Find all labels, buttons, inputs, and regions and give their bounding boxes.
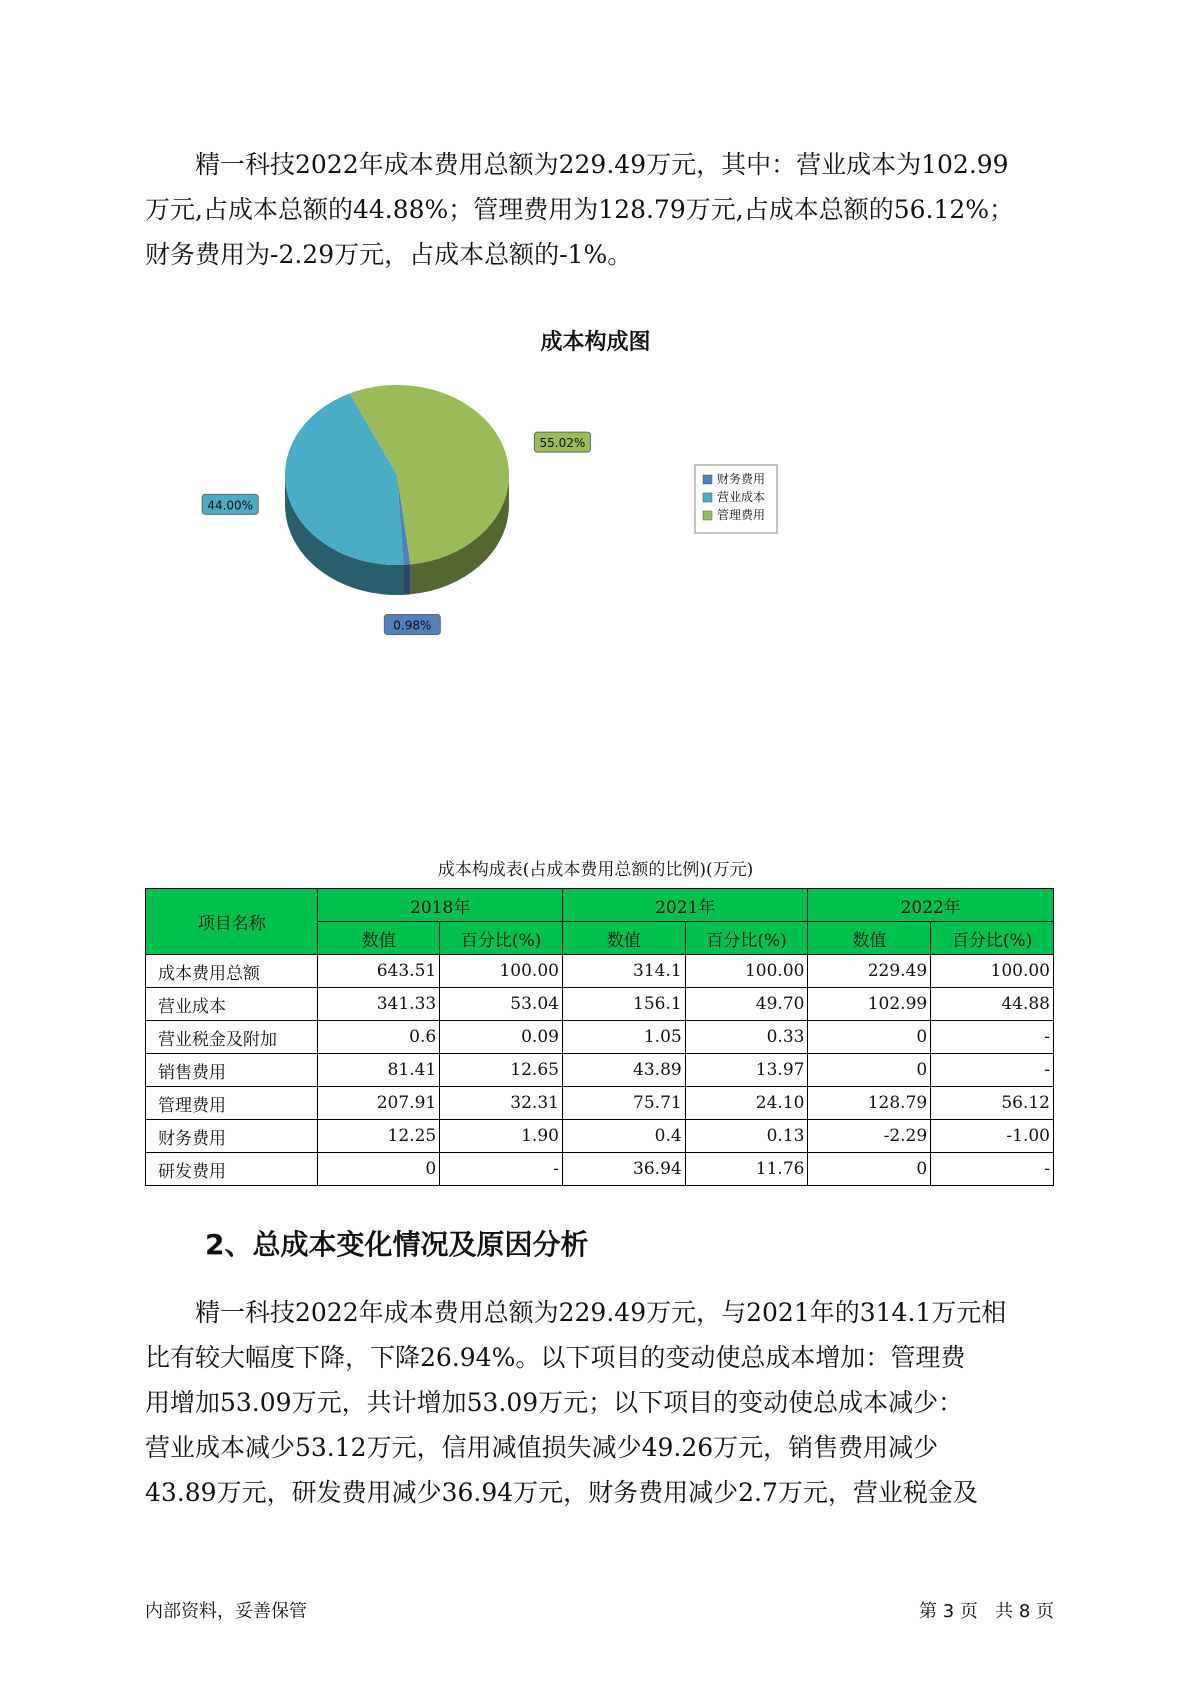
pie-label-text: 0.98%	[393, 618, 432, 633]
table-cell: 314.1	[562, 955, 685, 988]
row-label: 营业成本	[146, 988, 318, 1021]
table-cell: 156.1	[562, 988, 685, 1021]
row-label: 研发费用	[146, 1153, 318, 1186]
row-label: 财务费用	[146, 1120, 318, 1153]
table-cell: 0	[808, 1054, 931, 1087]
table-cell: 128.79	[808, 1087, 931, 1120]
table-row	[146, 1153, 1054, 1186]
table-row	[146, 955, 1054, 988]
analysis-line: 精一科技2022年成本费用总额为229.49万元，与2021年的314.1万元相	[145, 1298, 1007, 1327]
row-label: 成本费用总额	[146, 955, 318, 988]
table-row	[146, 1087, 1054, 1120]
analysis-line: 43.89万元，研发费用减少36.94万元，财务费用减少2.7万元，营业税金及	[145, 1478, 978, 1507]
table-cell: -	[440, 1153, 563, 1186]
table-cell: 1.90	[440, 1120, 563, 1153]
table-row	[146, 988, 1054, 1021]
year-header: 2022年	[808, 889, 1054, 922]
table-cell: 13.97	[685, 1054, 808, 1087]
table-cell: 49.70	[685, 988, 808, 1021]
table-cell: 229.49	[808, 955, 931, 988]
row-label: 营业税金及附加	[146, 1021, 318, 1054]
section-heading: 2、总成本变化情况及原因分析	[205, 1228, 589, 1261]
pie-label-text: 55.02%	[539, 436, 586, 451]
pie-data-label	[202, 494, 258, 514]
pie-slice-side	[404, 564, 411, 594]
table-cell: 0.4	[562, 1120, 685, 1153]
table-cell: 0	[318, 1153, 440, 1186]
table-cell: 0.09	[440, 1021, 563, 1054]
intro-line: 万元,占成本总额的44.88%；管理费用为128.79万元,占成本总额的56.12%；	[145, 195, 1015, 224]
value-header: 数值	[808, 922, 931, 955]
pie-data-label	[534, 432, 590, 452]
table-cell: -2.29	[808, 1120, 931, 1153]
table-cell: 44.88	[931, 988, 1054, 1021]
table-cell: 24.10	[685, 1087, 808, 1120]
chart-title: 成本构成图	[540, 330, 651, 355]
table-cell: -1.00	[931, 1120, 1054, 1153]
pie-label-text: 44.00%	[207, 498, 254, 513]
table-cell: 0.13	[685, 1120, 808, 1153]
legend-swatch	[703, 475, 712, 484]
table-cell: 100.00	[685, 955, 808, 988]
table-cell: 207.91	[318, 1087, 440, 1120]
intro-paragraph	[145, 142, 1070, 277]
table-cell: 53.04	[440, 988, 563, 1021]
table-cell: 12.65	[440, 1054, 563, 1087]
legend-label: 管理费用	[717, 508, 766, 522]
table-cell: 0	[808, 1153, 931, 1186]
legend-swatch	[703, 493, 712, 502]
table-cell: 56.12	[931, 1087, 1054, 1120]
table-cell: -	[931, 1054, 1054, 1087]
table-cell: 81.41	[318, 1054, 440, 1087]
legend-label: 营业成本	[717, 490, 766, 504]
year-header: 2018年	[318, 889, 562, 922]
analysis-line: 比有较大幅度下降，下降26.94%。以下项目的变动使总成本增加：管理费	[145, 1343, 966, 1372]
table-caption: 成本构成表(占成本费用总额的比例)(万元)	[437, 860, 754, 880]
table-cell: 12.25	[318, 1120, 440, 1153]
table-cell: 100.00	[931, 955, 1054, 988]
intro-line: 财务费用为-2.29万元，占成本总额的-1%。	[145, 240, 633, 269]
table-cell: -	[931, 1021, 1054, 1054]
row-label: 销售费用	[146, 1054, 318, 1087]
table-cell: 100.00	[440, 955, 563, 988]
table-cell: 75.71	[562, 1087, 685, 1120]
legend-label: 财务费用	[717, 472, 766, 486]
analysis-line: 营业成本减少53.12万元，信用减值损失减少49.26万元，销售费用减少	[145, 1433, 939, 1462]
footer-notice: 内部资料，妥善保管	[145, 1601, 307, 1622]
table-cell: 0	[808, 1021, 931, 1054]
legend-swatch	[703, 511, 712, 520]
table-cell: 643.51	[318, 955, 440, 988]
year-header: 2021年	[562, 889, 808, 922]
table-cell: 36.94	[562, 1153, 685, 1186]
table-cell: -	[931, 1153, 1054, 1186]
table-cell: 43.89	[562, 1054, 685, 1087]
table-cell: 11.76	[685, 1153, 808, 1186]
table-cell: 0.33	[685, 1021, 808, 1054]
row-label: 管理费用	[146, 1087, 318, 1120]
value-header: 数值	[562, 922, 685, 955]
intro-line: 精一科技2022年成本费用总额为229.49万元，其中：营业成本为102.99	[145, 150, 1009, 179]
table-row	[146, 1120, 1054, 1153]
value-header: 数值	[318, 922, 440, 955]
percent-header: 百分比(%)	[931, 922, 1054, 955]
table-cell: 32.31	[440, 1087, 563, 1120]
table-cell: 341.33	[318, 988, 440, 1021]
percent-header: 百分比(%)	[440, 922, 563, 955]
analysis-line: 用增加53.09万元，共计增加53.09万元；以下项目的变动使总成本减少：	[145, 1388, 964, 1417]
table-row	[146, 1054, 1054, 1087]
percent-header: 百分比(%)	[685, 922, 808, 955]
item-name-header: 项目名称	[146, 889, 318, 955]
table-cell: 102.99	[808, 988, 931, 1021]
analysis-paragraph	[145, 1290, 1070, 1515]
page-number: 第 3 页 共 8 页	[919, 1601, 1054, 1622]
table-row	[146, 1021, 1054, 1054]
pie-chart	[200, 385, 850, 645]
pie-data-label	[384, 615, 440, 635]
table-cell: 0.6	[318, 1021, 440, 1054]
cost-table	[145, 888, 1054, 1186]
table-cell: 1.05	[562, 1021, 685, 1054]
